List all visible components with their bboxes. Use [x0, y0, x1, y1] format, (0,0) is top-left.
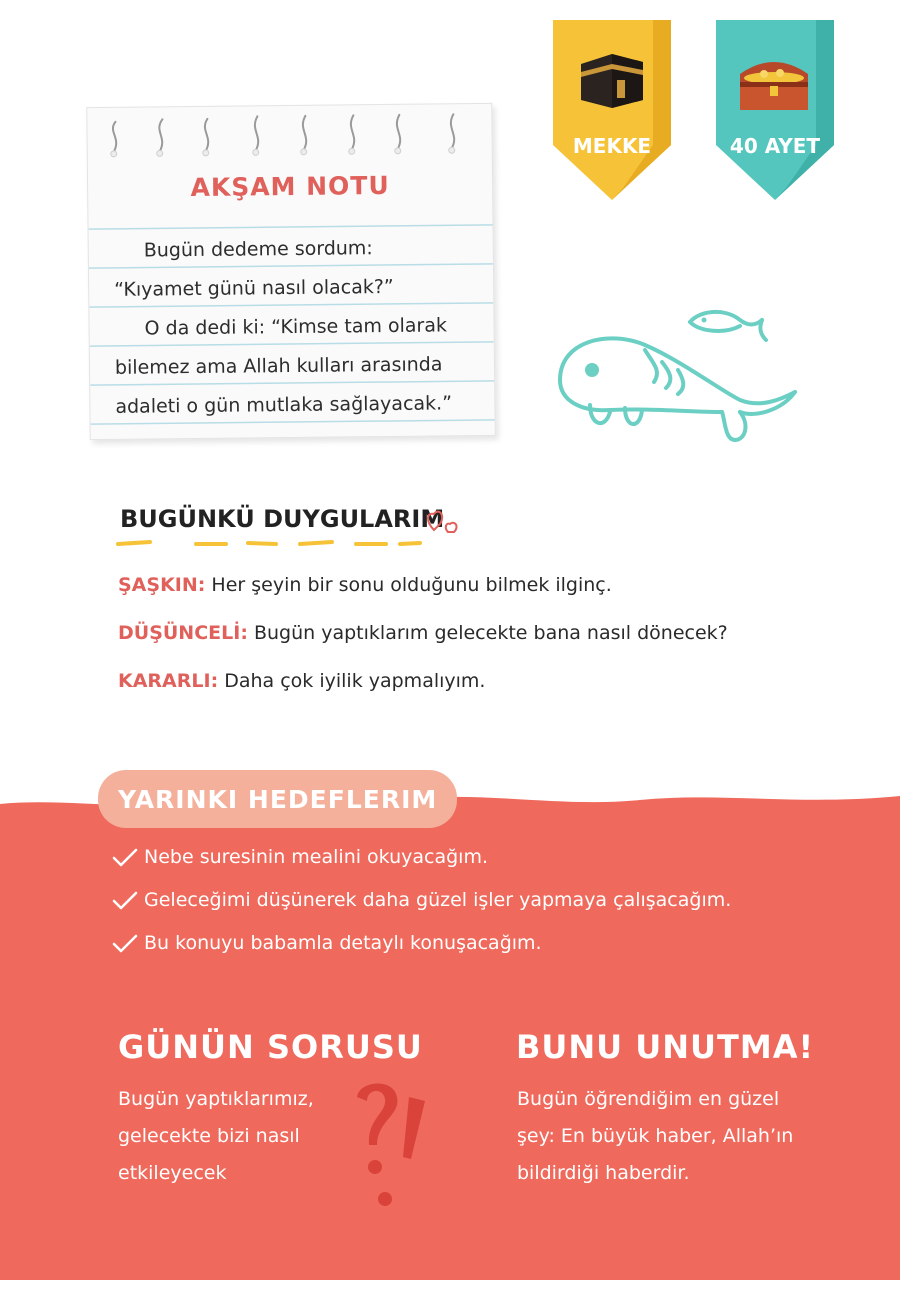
note-paragraph: O da dedi ki: “Kimse tam olarak bilemez ama Allah kulları arasında adaleti o gün mutlaka sağlayacak.”: [114, 314, 453, 418]
ribbon-mekke: [553, 20, 671, 200]
reminder-title: BUNU UNUTMA!: [516, 1028, 815, 1066]
feeling-text: Her şeyin bir sonu olduğunu bilmek ilginç.: [211, 574, 612, 596]
feeling-row: [118, 670, 728, 718]
kaaba-icon: [577, 50, 647, 110]
feeling-row: [118, 622, 728, 670]
question-line: etkileyecek: [118, 1162, 227, 1184]
check-icon: [110, 932, 140, 956]
goals-heading-badge: YARINKI HEDEFLERIM: [98, 770, 457, 828]
feeling-label: ŞAŞKIN:: [118, 574, 206, 596]
note-paragraph: Bugün dedeme sordum: “Kıyamet günü nasıl olacak?”: [114, 237, 394, 301]
ribbon-label: MEKKE: [572, 134, 652, 158]
goal-item: [110, 846, 731, 889]
reminder-line: şey: En büyük haber, Allah’ın: [517, 1125, 794, 1147]
reminder-text: [517, 1081, 793, 1192]
heart-icon: [424, 506, 464, 538]
goal-item: [110, 889, 731, 932]
question-text: [118, 1081, 314, 1192]
feelings-underline: [114, 536, 434, 552]
ribbon-shape: [553, 20, 671, 200]
goal-text: Bu konuyu babamla detaylı konuşacağım.: [144, 932, 542, 954]
feeling-text: Bugün yaptıklarım gelecekte bana nasıl dönecek?: [253, 622, 728, 644]
question-line: Bugün yaptıklarımız,: [118, 1088, 314, 1110]
note-body: [114, 228, 467, 427]
note-title: AKŞAM NOTU: [190, 170, 390, 203]
feelings-list: [118, 574, 728, 718]
question-exclamation-icon: [345, 1075, 435, 1210]
question-line: gelecekte bizi nasıl: [118, 1125, 300, 1147]
feeling-label: KARARLI:: [118, 670, 219, 692]
feeling-text: Daha çok iyilik yapmalıyım.: [224, 670, 486, 692]
ribbon-label: 40 AYET: [729, 134, 821, 158]
whale-doodle-icon: [550, 300, 810, 460]
ribbon-ayet: [716, 20, 834, 200]
feeling-row: [118, 574, 728, 622]
reminder-line: bildirdiği haberdir.: [517, 1162, 690, 1184]
check-icon: [110, 889, 140, 913]
goals-list: [110, 846, 731, 975]
reminder-line: Bugün öğrendiğim en güzel: [517, 1088, 780, 1110]
spiral-binding-icon: [107, 110, 468, 164]
treasure-chest-icon: [734, 56, 814, 114]
feelings-heading: BUGÜNKÜ DUYGULARIM: [120, 505, 445, 533]
check-icon: [110, 846, 140, 870]
evening-note-card: [86, 103, 495, 440]
goal-text: Nebe suresinin mealini okuyacağım.: [144, 846, 489, 868]
goal-text: Geleceğimi düşünerek daha güzel işler yapmaya çalışacağım.: [144, 889, 732, 911]
feeling-label: DÜŞÜNCELİ:: [118, 622, 248, 644]
question-title: GÜNÜN SORUSU: [118, 1028, 423, 1066]
goal-item: [110, 932, 731, 975]
